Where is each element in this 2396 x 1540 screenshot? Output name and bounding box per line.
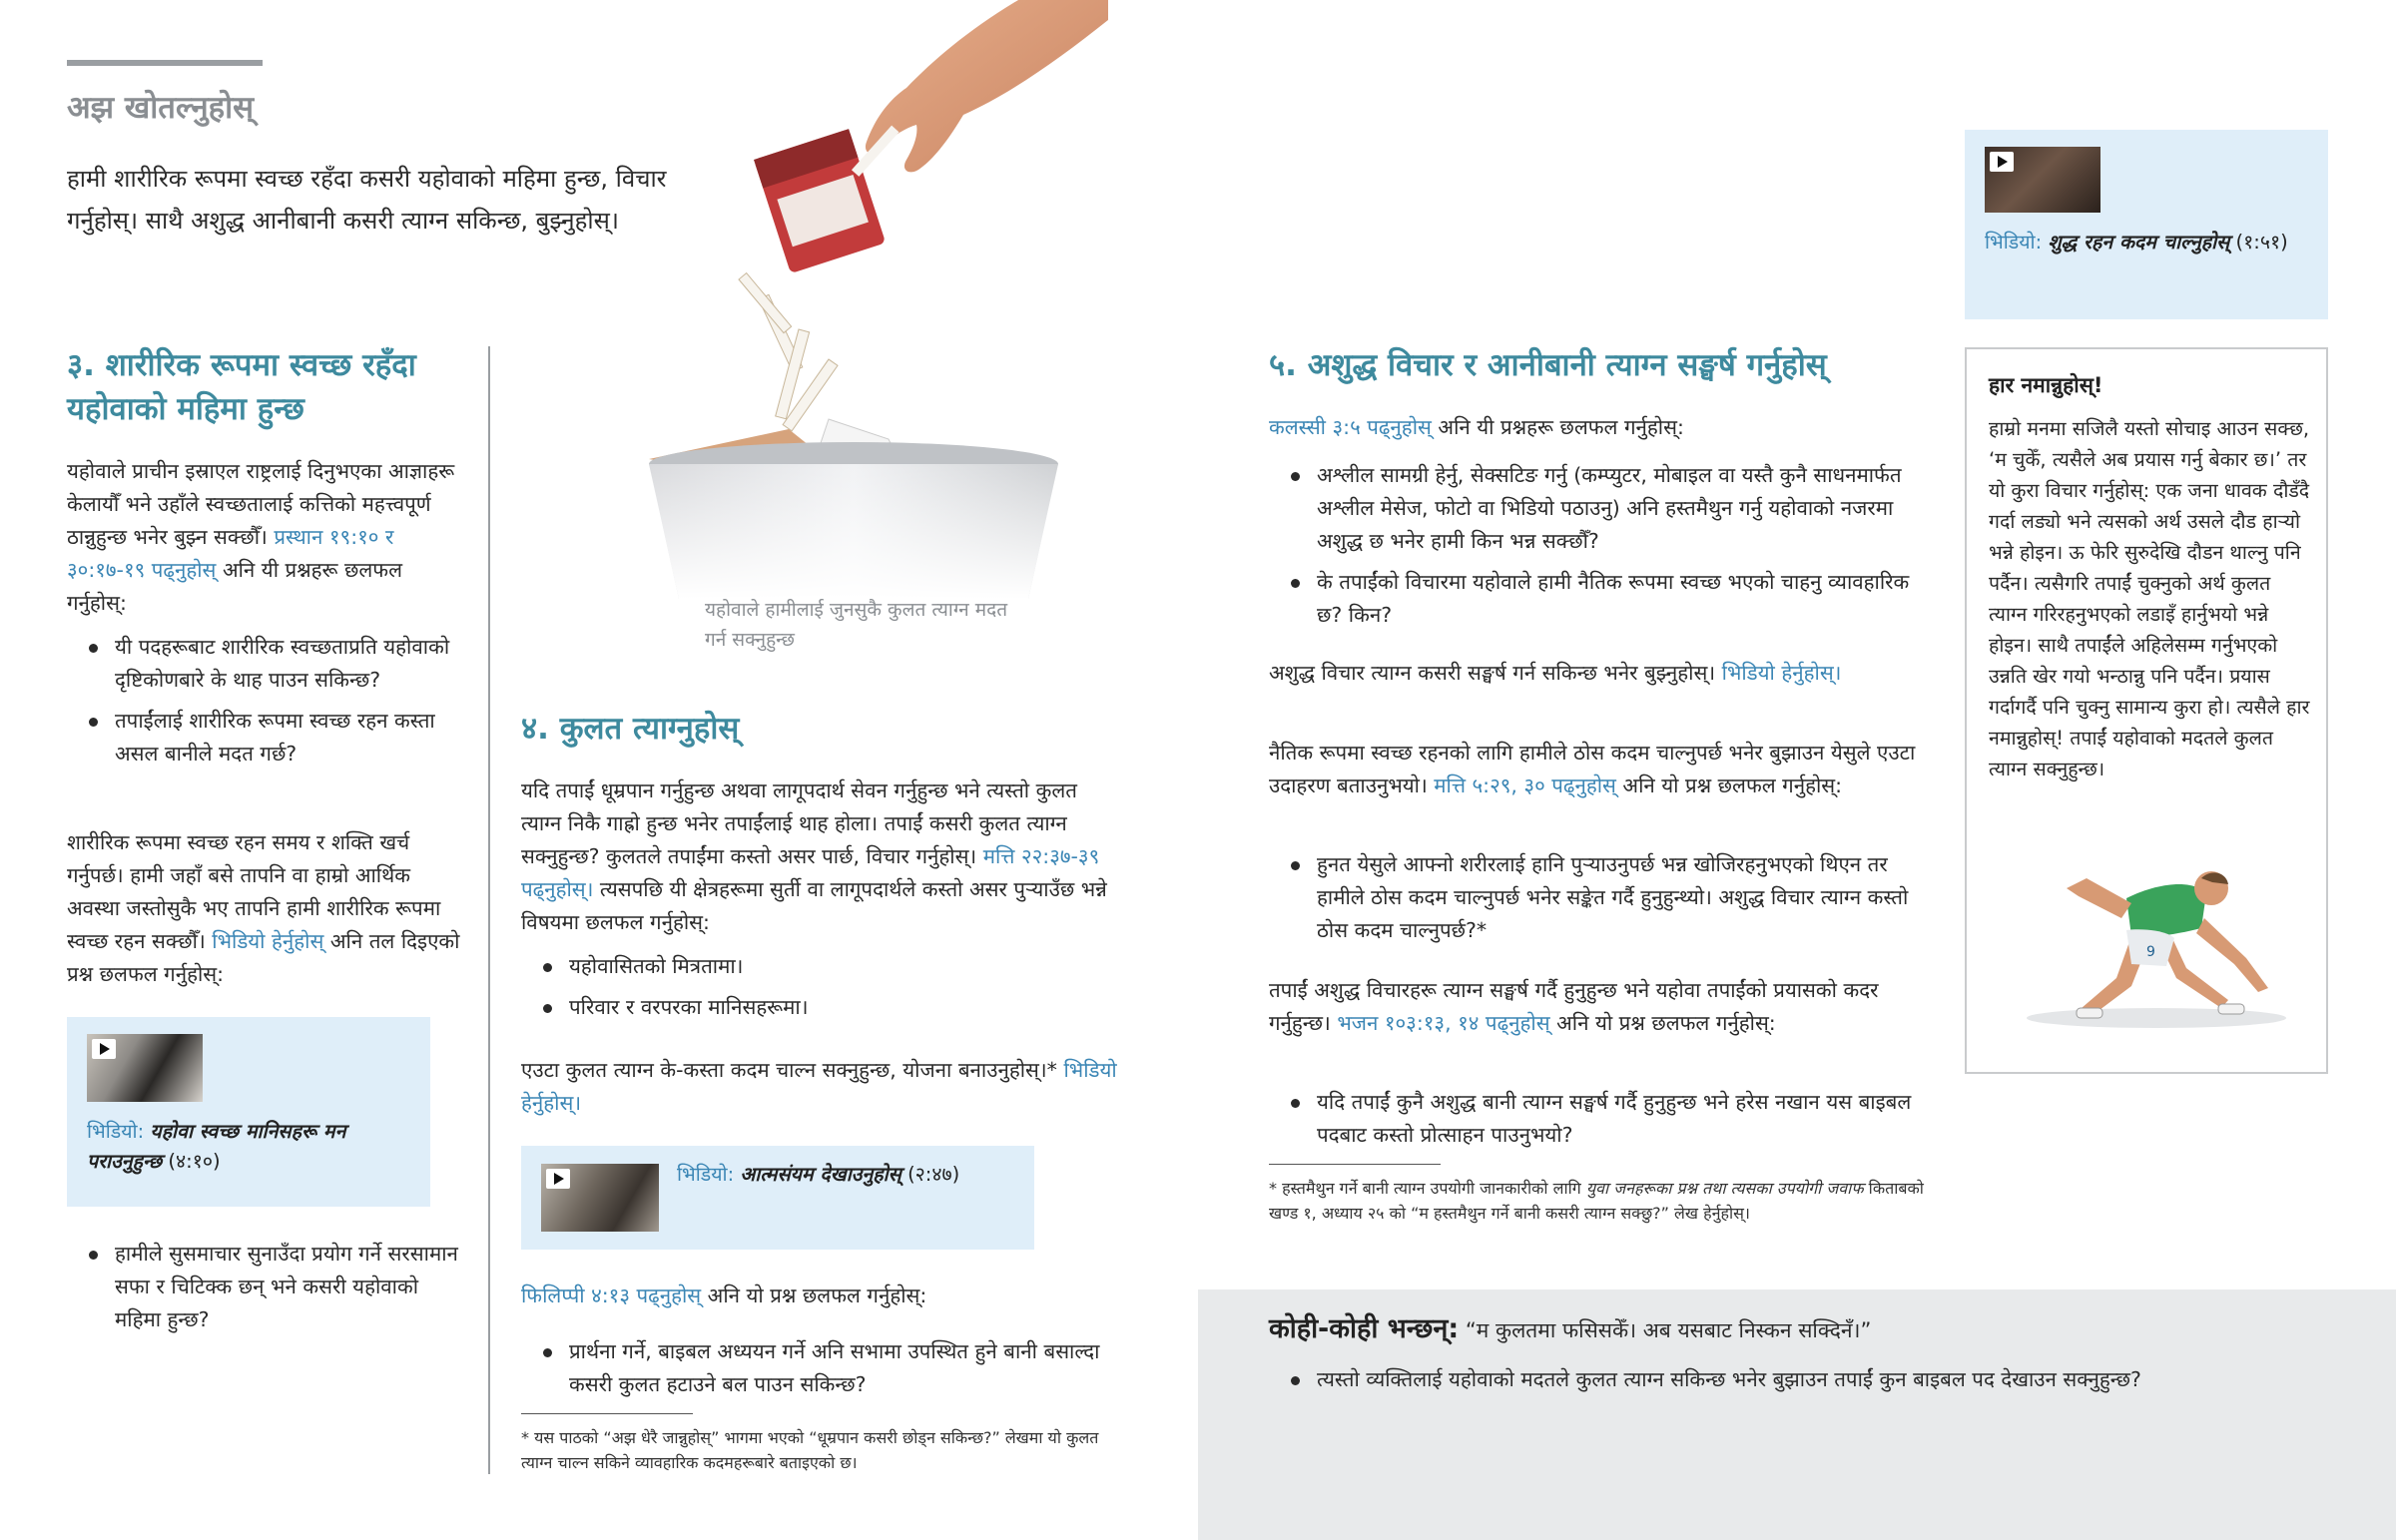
list-item: प्रार्थना गर्ने, बाइबल अध्ययन गर्ने अनि सभामा उपस्थित हुने बानी बसाल्दा कसरी कुलत हटाउने बल पाउन सकिन्छ? bbox=[521, 1335, 1100, 1401]
sidebar-video-box[interactable] bbox=[1965, 130, 2328, 319]
video-label: भिडियो: bbox=[1985, 231, 2043, 254]
video-caption[interactable] bbox=[677, 1160, 1026, 1190]
section5-paragraph-3 bbox=[1269, 737, 1928, 802]
video-duration: (१:५१) bbox=[2235, 231, 2288, 254]
video-thumbnail[interactable] bbox=[87, 1034, 203, 1102]
some-say-label: कोही-कोही भन्छन्: bbox=[1269, 1313, 1460, 1344]
section3-p1-after: अनि यी प्रश्नहरू छलफल गर्नुहोस्: bbox=[67, 558, 402, 615]
section3-p2-text: शारीरिक रूपमा स्वच्छ रहन समय र शक्ति खर्च गर्नुपर्छ। हामी जहाँ बसे तापनि वा हाम्रो आर्थिक अवस्था जस्तोसुकै भए तापनि हामी शारीरिक रूपमा स्वच्छ रहन सक्छौँ। bbox=[67, 830, 441, 953]
section5-video-link[interactable]: भिडियो हेर्नुहोस्। bbox=[1721, 661, 1842, 685]
section5-bullets-last bbox=[1269, 1086, 1928, 1160]
video-caption[interactable] bbox=[1985, 228, 2304, 257]
list-item: यदि तपाईं कुनै अशुद्ध बानी त्याग्न सङ्घर्ष गर्दै हुनुहुन्छ भने हरेस नखान यस बाइबल पदबाट कस्तो प्रोत्साहन पाउनुभयो? bbox=[1269, 1086, 1928, 1152]
illustration-trash-bin bbox=[589, 0, 1108, 619]
section4-p3-after: अनि यो प्रश्न छलफल गर्नुहोस्: bbox=[707, 1283, 927, 1307]
video-duration: (४:१०) bbox=[168, 1150, 221, 1173]
list-item: हामीले सुसमाचार सुनाउँदा प्रयोग गर्ने सरसामान सफा र चिटिक्क छन् भने कसरी यहोवाको महिमा हुन्छ? bbox=[67, 1238, 466, 1336]
section4-philippians-link[interactable]: फिलिप्पी ४:१३ पढ्नुहोस् bbox=[521, 1283, 702, 1307]
section4-p1-text: यदि तपाईं धूम्रपान गर्नुहुन्छ अथवा लागूपदार्थ सेवन गर्नुहुन्छ भने त्यस्तो कुलत त्याग्न निकै गाह्रो हुन्छ भनेर तपाईंलाई थाह होला। तपाईं कसरी कुलत त्याग्न सक्नुहुन्छ? कुलतले तपाईंमा कस्तो असर पार्छ, विचार गर्नुहोस्। bbox=[521, 778, 1077, 868]
video-caption[interactable] bbox=[87, 1117, 406, 1177]
box-title: हार नमान्नुहोस्! bbox=[1989, 373, 2103, 397]
section3-bullets bbox=[67, 631, 466, 778]
section5-paragraph-2 bbox=[1269, 657, 1928, 690]
list-item: यी पदहरूबाट शारीरिक स्वच्छताप्रति यहोवाको दृष्टिकोणबारे के थाह पाउन सकिन्छ? bbox=[67, 631, 466, 697]
section4-video-link[interactable]: भिडियो हेर्नुहोस्। bbox=[521, 1058, 1117, 1115]
runner-illustration bbox=[2007, 858, 2296, 1033]
illustration-caption: यहोवाले हामीलाई जुनसुकै कुलत त्याग्न मदत गर्न सक्नुहुन्छ bbox=[705, 599, 1008, 651]
section4-p2-text: एउटा कुलत त्याग्न के-कस्ता कदम चाल्न सक्नुहुन्छ, योजना बनाउनुहोस्।* bbox=[521, 1058, 1057, 1082]
hand-icon bbox=[866, 0, 1108, 172]
footnote-rule bbox=[1269, 1164, 1441, 1165]
list-item: के तपाईंको विचारमा यहोवाले हामी नैतिक रूपमा स्वच्छ भएको चाहनु व्यावहारिक छ? किन? bbox=[1269, 566, 1928, 632]
section5-p1-after: अनि यी प्रश्नहरू छलफल गर्नुहोस्: bbox=[1438, 415, 1684, 439]
section3-video-link[interactable]: भिडियो हेर्नुहोस् bbox=[212, 929, 324, 953]
section3-heading: ३. शारीरिक रूपमा स्वच्छ रहँदा यहोवाको महिमा हुन्छ bbox=[67, 347, 416, 427]
footnote-book-title: युवा जनहरूका प्रश्न तथा त्यसका उपयोगी जवाफ bbox=[1585, 1179, 1864, 1198]
video-label: भिडियो: bbox=[87, 1120, 145, 1143]
footnote-text-b: किताबको खण्ड १, अध्याय २५ को “म हस्तमैथुन गर्ने बानी कसरी त्याग्न सक्छु?” लेख हेर्नुहोस्। bbox=[1269, 1179, 1924, 1223]
video-label: भिडियो: bbox=[677, 1163, 735, 1186]
box-text: हाम्रो मनमा सजिलै यस्तो सोचाइ आउन सक्छ, ‘म चुकेँ, त्यसैले अब प्रयास गर्नु बेकार छ।’ तर यो कुरा विचार गर्नुहोस्: एक जना धावक दौडँदै गर्दा लड्यो भने त्यसको अर्थ उसले दौड हाऱ्यो भन्ने होइन। ऊ फेरि सुरुदेखि दौडन थाल्नु पनि पर्दैन। त्यसैगरि तपाईं चुक्नुको अर्थ कुलत त्याग्न गरिरहनुभएको लडाइँ हार्नुभयो भन्ने होइन। साथै तपाईंले अहिलेसम्म गर्नुभएको उन्नति खेर गयो भन्ठान्नु पनि पर्दैन। प्रयास गर्दागर्दै पनि चुक्नु सामान्य कुरा हो। त्यसैले हार नमान्नुहोस्! तपाईं यहोवाको मदतले कुलत त्याग्न सक्नुहुन्छ। bbox=[1989, 417, 2310, 780]
section5-bullets bbox=[1269, 459, 1928, 640]
video-title: आत्मसंयम देखाउनुहोस् bbox=[740, 1163, 901, 1186]
section4-paragraph-3 bbox=[521, 1280, 1120, 1312]
section3-scripture-link[interactable]: प्रस्थान १९:१० र ३०:१७-१९ पढ्नुहोस् bbox=[67, 525, 394, 582]
section5-p2-text: अशुद्ध विचार त्याग्न कसरी सङ्घर्ष गर्न सकिन्छ भनेर बुझ्नुहोस्। bbox=[1269, 661, 1716, 685]
list-item: परिवार र वरपरका मानिसहरूमा। bbox=[521, 991, 1080, 1024]
section5-p3-text: नैतिक रूपमा स्वच्छ रहनको लागि हामीले ठोस कदम चाल्नुपर्छ भनेर बुझाउन येसुले एउटा उदाहरण बताउनुभयो। bbox=[1269, 741, 1916, 797]
section5-matthew-link[interactable]: मत्ति ५:२९, ३० पढ्नुहोस् bbox=[1434, 773, 1616, 797]
list-item: यहोवासितको मित्रतामा। bbox=[521, 950, 1080, 983]
intro-text: हामी शारीरिक रूपमा स्वच्छ रहँदा कसरी यहोवाको महिमा हुन्छ, विचार गर्नुहोस्। साथै अशुद्ध आनीबानी कसरी त्याग्न सकिन्छ, बुझ्नुहोस्। bbox=[67, 165, 667, 235]
section3-paragraph-1 bbox=[67, 455, 466, 620]
section3-paragraph-2 bbox=[67, 826, 466, 991]
video-title: शुद्ध रहन कदम चाल्नुहोस् bbox=[2048, 231, 2230, 254]
section5-paragraph-4 bbox=[1269, 974, 1928, 1040]
section3-bullets-last bbox=[67, 1238, 466, 1344]
section5-heading: ५. अशुद्ध विचार र आनीबानी त्याग्न सङ्घर्ष गर्नुहोस् bbox=[1269, 347, 1827, 383]
intro-heading: अझ खोतल्नुहोस् bbox=[67, 90, 255, 126]
section5-footnote bbox=[1269, 1176, 1928, 1226]
dont-give-up-box bbox=[1965, 347, 2328, 1074]
runner-number: 9 bbox=[2146, 944, 2155, 960]
cigarette-pack-icon bbox=[754, 115, 930, 274]
section3-video-box[interactable] bbox=[67, 1017, 430, 1207]
section5-p4-after: अनि यो प्रश्न छलफल गर्नुहोस्: bbox=[1556, 1011, 1776, 1035]
video-thumbnail[interactable] bbox=[541, 1164, 659, 1232]
list-item: हुनत येसुले आफ्नो शरीरलाई हानि पुऱ्याउनुपर्छ भन्न खोजिरहनुभएको थिएन तर हामीले ठोस कदम चाल्नुपर्छ भनेर सङ्केत गर्दै हुनुहुन्थ्यो। अशुद्ध विचार त्याग्न कस्तो ठोस कदम चाल्नुपर्छ?* bbox=[1269, 848, 1928, 947]
falling-cigarettes-icon bbox=[739, 273, 838, 431]
section5-p3-after: अनि यो प्रश्न छलफल गर्नुहोस्: bbox=[1622, 773, 1843, 797]
video-duration: (२:४७) bbox=[907, 1163, 960, 1186]
section5-psalm-link[interactable]: भजन १०३:१३, १४ पढ्नुहोस् bbox=[1337, 1011, 1550, 1035]
column-divider bbox=[488, 346, 490, 1474]
video-thumbnail[interactable] bbox=[1985, 147, 2100, 213]
section4-scripture-link[interactable]: मत्ति २२:३७-३९ पढ्नुहोस्। bbox=[521, 844, 1100, 901]
section4-video-box[interactable] bbox=[521, 1146, 1034, 1250]
section3-p1-text: यहोवाले प्राचीन इस्राएल राष्ट्रलाई दिनुभएका आज्ञाहरू केलायौँ भने उहाँले स्वच्छतालाई कत्तिको महत्त्वपूर्ण ठान्नुहुन्छ भनेर बुझ्न सक्छौँ। bbox=[67, 459, 455, 549]
some-say-line bbox=[1269, 1311, 2347, 1348]
section4-bullets-last bbox=[521, 1335, 1100, 1409]
play-icon[interactable] bbox=[92, 1039, 116, 1059]
play-icon[interactable] bbox=[1990, 152, 2014, 172]
section5-p4-text: तपाईं अशुद्ध विचारहरू त्याग्न सङ्घर्ष गर्दै हुनुहुन्छ भने यहोवा तपाईंको प्रयासको कदर गर्नुहुन्छ। bbox=[1269, 978, 1879, 1035]
section3-p2-after: अनि तल दिइएको प्रश्न छलफल गर्नुहोस्: bbox=[67, 929, 460, 986]
section5-paragraph-1 bbox=[1269, 411, 1928, 444]
intro-rule bbox=[67, 60, 263, 66]
list-item: तपाईंलाई शारीरिक रूपमा स्वच्छ रहन कस्ता असल बानीले मदत गर्छ? bbox=[67, 705, 466, 770]
section4-paragraph-2 bbox=[521, 1054, 1120, 1120]
section5-colossians-link[interactable]: कलस्सी ३:५ पढ्नुहोस् bbox=[1269, 415, 1432, 439]
list-item: अश्लील सामग्री हेर्नु, सेक्सटिङ गर्नु (कम्प्युटर, मोबाइल वा यस्तै कुनै साधनमार्फत अश्लील मेसेज, फोटो वा भिडियो पठाउनु) अनि हस्तमैथुन गर्नु यहोवाको नजरमा अशुद्ध छ भनेर हामी किन भन्न सक्छौँ? bbox=[1269, 459, 1928, 558]
play-icon[interactable] bbox=[546, 1169, 570, 1189]
section4-p1-after: त्यसपछि यी क्षेत्रहरूमा सुर्ती वा लागूपदार्थले कस्तो असर पुऱ्याउँछ भन्ने विषयमा छलफल गर्नुहोस्: bbox=[521, 877, 1107, 934]
video-title: यहोवा स्वच्छ मानिसहरू मन पराउनुहुन्छ bbox=[87, 1120, 346, 1173]
footnote-text-a: * हस्तमैथुन गर्ने बानी त्याग्न उपयोगी जानकारीको लागि bbox=[1269, 1179, 1581, 1198]
some-say-bullets bbox=[1269, 1363, 2347, 1404]
section4-heading: ४. कुलत त्याग्नुहोस् bbox=[521, 711, 740, 747]
section4-paragraph-1 bbox=[521, 774, 1120, 939]
section5-bullets-mid bbox=[1269, 848, 1928, 955]
list-item: त्यस्तो व्यक्तिलाई यहोवाको मदतले कुलत त्याग्न सकिन्छ भनेर बुझाउन तपाईं कुन बाइबल पद देखाउन सक्नुहुन्छ? bbox=[1269, 1363, 2347, 1396]
footnote-rule bbox=[521, 1413, 693, 1414]
section4-bullets bbox=[521, 950, 1080, 1032]
some-say-quote: “म कुलतमा फसिसकेँ। अब यसबाट निस्कन सक्दिनँ।” bbox=[1465, 1318, 1872, 1342]
section4-footnote: * यस पाठको “अझ धेरै जान्नुहोस्” भागमा भएको “धूम्रपान कसरी छोड्न सकिन्छ?” लेखमा यो कुलत त्याग्न चाल्न सकिने व्यावहारिक कदमहरूबारे बताइएको छ। bbox=[521, 1428, 1099, 1472]
